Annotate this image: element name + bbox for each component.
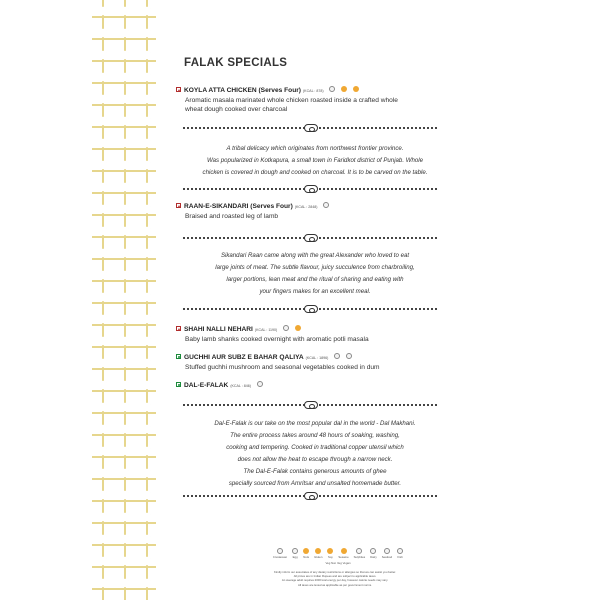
allergen-dairy-icon: [257, 381, 263, 387]
allergen-dairy-icon: [353, 86, 359, 92]
non-veg-icon: [176, 203, 181, 208]
allergen-legend: Crustacean Egg Nuts Gluten Soy Sesame Sulphites Dairy Seafood Fish Veg Non Veg Vegan: [258, 548, 418, 565]
item-description: Aromatic masala marinated whole chicken roasted inside a crafted whole: [185, 97, 398, 104]
menu-item-shahi-nalli-nehari: [176, 325, 476, 344]
ornamental-divider: [183, 186, 438, 192]
item-name: SHAHI NALLI NEHARI: [184, 326, 253, 333]
story-koyla: A tribal delicacy which originates from northwest frontier province. Was popularized in Kotkapura, a small town in Faridkot district of Punjab. Whole chicken is covered in dough and cooked on charcoal. It is to be carved on the table.: [202, 145, 428, 176]
story-raan: Sikandari Raan came along with the great Alexander who loved to eat large joints of meat. The subtle flavour, juicy succulence from charbroiling, larger portions, lean meat and the ritual of sharing and eating with your fingers makes for an excellent meal.: [215, 252, 415, 295]
item-name: GUCHHI AUR SUBZ E BAHAR QALIYA: [184, 354, 304, 361]
item-description: Stuffed guchhi mushroom and seasonal vegetables cooked in dum: [185, 364, 380, 371]
ornamental-divider: [183, 493, 438, 499]
fine-print: Kindly inform our associates of any dietary restrictions or allergies so that we can assist you better. All prices are in Indian Rupees and are subject to applicable taxes. An average adult requires 2000 kcal energy per day, however calorie needs may vary. All taxes are levied as applicable as per government norms.: [274, 570, 396, 587]
item-kcal: (KCAL : 1190): [254, 328, 278, 332]
page-title: FALAK SPECIALS: [184, 57, 288, 69]
ornamental-divider: [183, 235, 438, 241]
ornamental-divider: [183, 125, 438, 131]
egg-icon: [292, 548, 298, 554]
gluten-icon: [315, 548, 321, 554]
menu-item-dal-e-falak: [176, 381, 476, 391]
menu-item-guchhi-aur-subz: [176, 353, 476, 372]
item-description: wheat dough cooked over charcoal: [185, 106, 288, 113]
ornamental-divider: [183, 306, 438, 312]
dairy-icon: [370, 548, 376, 554]
item-name: RAAN-E-SIKANDARI (Serves Four): [184, 203, 293, 210]
veg-icon: [176, 354, 181, 359]
diet-legend: Veg Non Veg Vegan: [325, 561, 351, 565]
story-dal: Dal-E-Falak is our take on the most popular dal in the world - Dal Makhani. The entire process takes around 48 hours of soaking, washing, cooking and tempering. Cooked in traditional copper utensil which does not allow the heat to escape through a narrow neck. The Dal-E-Falak contains generous amounts of ghee specially sourced from Amritsar and unsalted homemade butter.: [214, 420, 416, 487]
soy-icon: [327, 548, 333, 554]
allergen-nuts-icon: [295, 325, 301, 331]
sesame-icon: [341, 548, 347, 554]
item-kcal: (KCAL : 2848): [294, 205, 318, 209]
decorative-lattice-band: [92, 0, 156, 600]
allergen-dairy-icon: [346, 353, 352, 359]
allergen-nuts-icon: [341, 86, 347, 92]
item-name: KOYLA ATTA CHICKEN (Serves Four): [184, 87, 301, 94]
item-kcal: (KCAL : 1896): [305, 356, 329, 360]
item-description: Braised and roasted leg of lamb: [185, 213, 279, 220]
crustacean-icon: [277, 548, 283, 554]
sulphites-icon: [356, 548, 362, 554]
item-kcal: (KCAL : 846): [230, 384, 251, 388]
seafood-icon: [384, 548, 390, 554]
allergen-gluten-icon: [329, 86, 335, 92]
menu-item-koyla-atta-chicken: [176, 86, 476, 114]
ornamental-divider: [183, 402, 438, 408]
allergen-gluten-icon: [334, 353, 340, 359]
menu-item-raan-e-sikandari: [176, 202, 476, 221]
allergen-gluten-icon: [323, 202, 329, 208]
veg-icon: [176, 382, 181, 387]
non-veg-icon: [176, 326, 181, 331]
fish-icon: [397, 548, 403, 554]
item-kcal: (KCAL : 878): [302, 89, 324, 93]
item-name: DAL-E-FALAK: [184, 382, 229, 389]
nuts-icon: [303, 548, 309, 554]
allergen-gluten-icon: [283, 325, 289, 331]
non-veg-icon: [176, 87, 181, 92]
item-description: Baby lamb shanks cooked overnight with aromatic potli masala: [185, 336, 369, 343]
